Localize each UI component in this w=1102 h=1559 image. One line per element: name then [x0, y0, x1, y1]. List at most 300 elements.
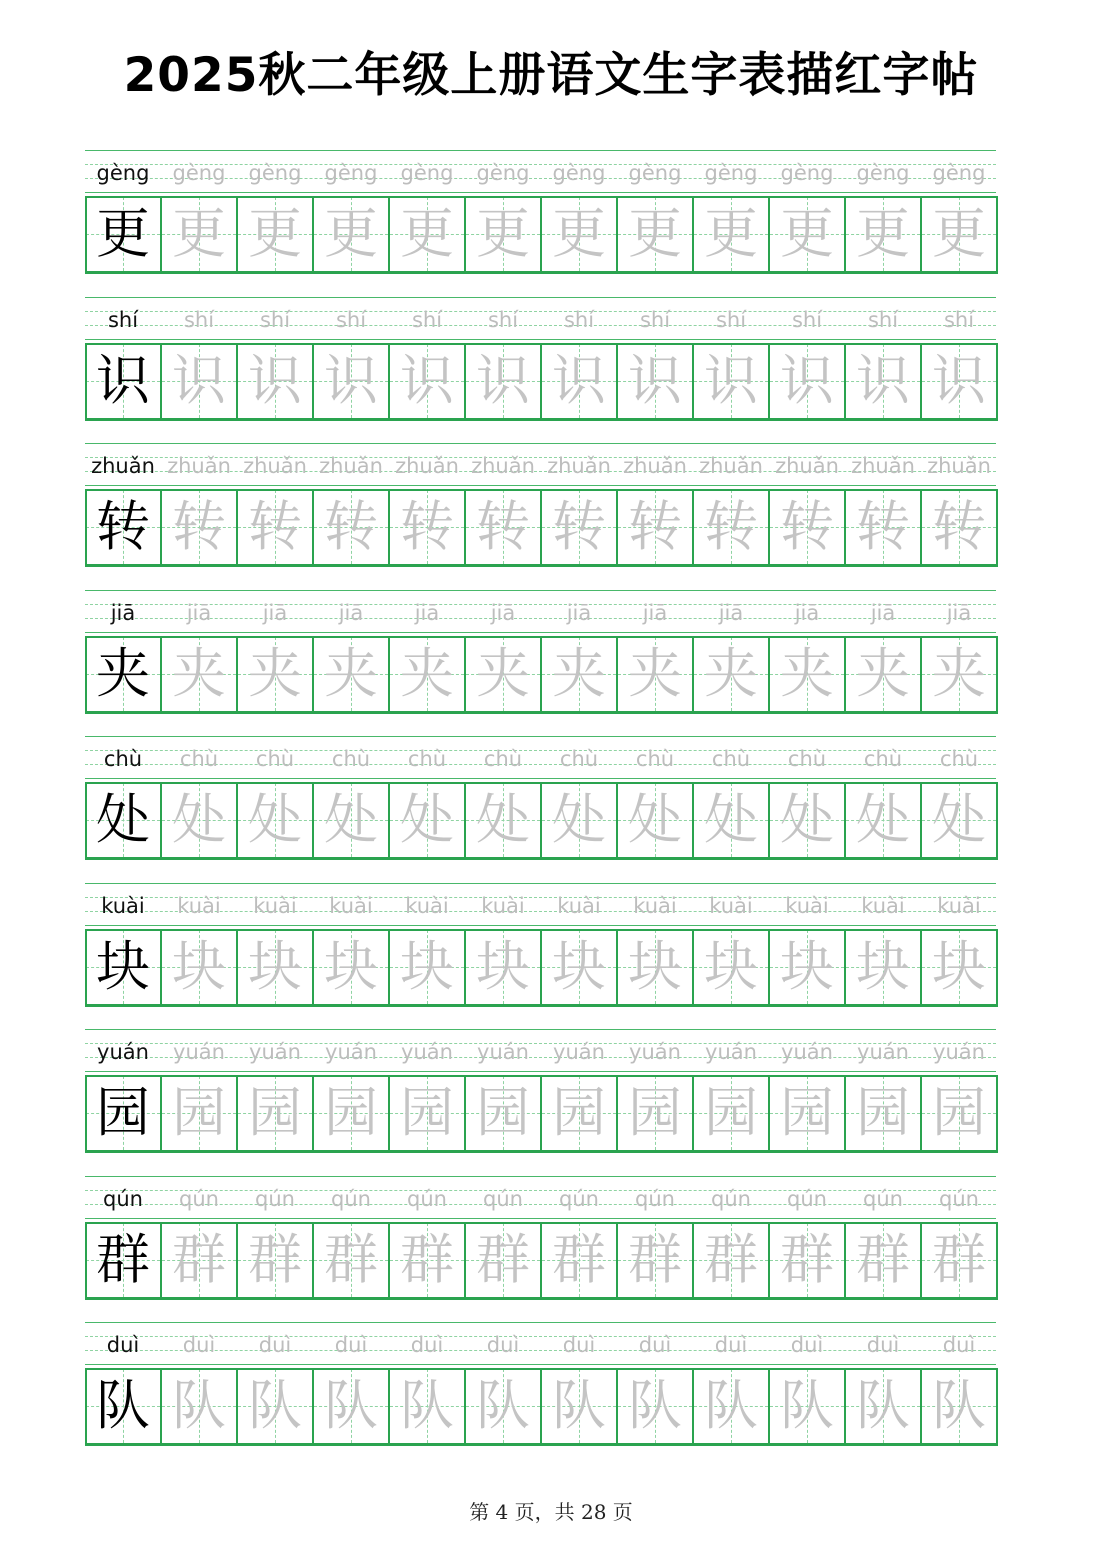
trace-char-cell — [693, 636, 769, 712]
pinyin-trace: duì — [638, 1333, 672, 1357]
trace-char: 处 — [932, 788, 986, 851]
pinyin-trace: qún — [331, 1186, 371, 1211]
trace-char-cell — [693, 1368, 769, 1444]
pinyin-trace: duì — [562, 1333, 596, 1357]
trace-char-cell — [465, 1368, 541, 1444]
trace-char-cell — [693, 489, 769, 565]
practice-row — [85, 1176, 996, 1304]
trace-char-cell — [161, 782, 237, 858]
trace-char-cell — [769, 1075, 845, 1151]
model-char-cell — [85, 489, 161, 565]
trace-char-cell — [465, 1222, 541, 1298]
trace-char-cell — [389, 1222, 465, 1298]
pinyin-trace: qún — [179, 1186, 219, 1211]
pinyin-model: kuài — [101, 893, 145, 918]
trace-char-cell — [161, 196, 237, 272]
pinyin-trace: qún — [635, 1186, 675, 1211]
trace-char: 群 — [248, 1227, 302, 1291]
pinyin-trace: gèng — [704, 161, 758, 185]
trace-char: 园 — [628, 1081, 682, 1144]
trace-char-cell — [845, 1368, 921, 1444]
pinyin-guide-line — [85, 150, 996, 151]
trace-char-cell — [769, 1368, 845, 1444]
trace-char: 队 — [324, 1374, 378, 1437]
pinyin-trace: yuán — [857, 1040, 909, 1064]
trace-char-cell — [161, 636, 237, 712]
trace-char-cell — [465, 1075, 541, 1151]
trace-char-cell — [693, 1222, 769, 1298]
trace-char: 块 — [248, 934, 302, 998]
pinyin-trace: zhuǎn — [167, 454, 231, 478]
trace-char: 更 — [628, 202, 682, 265]
trace-char-cell — [921, 1075, 997, 1151]
pinyin-guide-line — [85, 883, 996, 884]
pinyin-trace: zhuǎn — [319, 454, 383, 478]
trace-char-cell — [769, 489, 845, 565]
trace-char: 夹 — [552, 641, 606, 705]
trace-char-cell — [541, 782, 617, 858]
trace-char: 群 — [780, 1227, 834, 1291]
trace-char-cell — [541, 343, 617, 419]
pinyin-guide-line — [85, 925, 996, 926]
trace-char-cell — [313, 489, 389, 565]
trace-char: 夹 — [628, 641, 682, 705]
trace-char: 夹 — [704, 641, 758, 705]
trace-char: 块 — [628, 934, 682, 998]
trace-char-cell — [313, 929, 389, 1005]
trace-char: 转 — [856, 495, 910, 558]
model-char-cell — [85, 196, 161, 272]
trace-char: 群 — [172, 1227, 226, 1291]
trace-char: 转 — [172, 495, 226, 558]
pinyin-trace: jiā — [338, 600, 364, 625]
trace-char: 队 — [476, 1374, 530, 1437]
pinyin-trace: shí — [867, 307, 899, 332]
trace-char-cell — [465, 343, 541, 419]
pinyin-trace: yuán — [629, 1040, 681, 1064]
pinyin-trace: kuài — [557, 893, 601, 918]
trace-char-cell — [617, 489, 693, 565]
model-char-cell — [85, 636, 161, 712]
trace-char-cell — [769, 782, 845, 858]
pinyin-model: qún — [103, 1186, 143, 1211]
trace-char-cell — [237, 489, 313, 565]
trace-char: 队 — [856, 1374, 910, 1437]
model-char: 更 — [96, 202, 150, 265]
trace-char: 队 — [932, 1374, 986, 1437]
trace-char: 块 — [400, 934, 454, 998]
trace-char: 园 — [552, 1081, 606, 1144]
pinyin-trace: gèng — [476, 161, 530, 185]
pinyin-guide-line — [85, 1364, 996, 1365]
pinyin-guide-line — [85, 1071, 996, 1072]
pinyin-trace: jiā — [946, 600, 972, 625]
pinyin-band — [85, 1176, 996, 1218]
trace-char: 处 — [248, 788, 302, 851]
trace-char-cell — [541, 929, 617, 1005]
pinyin-trace: gèng — [324, 161, 378, 185]
trace-char-cell — [161, 1368, 237, 1444]
trace-char: 更 — [476, 202, 530, 265]
model-char-cell — [85, 1368, 161, 1444]
trace-char: 块 — [476, 934, 530, 998]
pinyin-trace: duì — [182, 1333, 216, 1357]
trace-char-cell — [617, 343, 693, 419]
trace-char: 园 — [780, 1081, 834, 1144]
trace-char-cell — [769, 196, 845, 272]
trace-char-cell — [237, 1222, 313, 1298]
pinyin-trace: gèng — [400, 161, 454, 185]
practice-row — [85, 590, 996, 718]
trace-char-cell — [845, 782, 921, 858]
trace-char: 园 — [400, 1081, 454, 1144]
trace-char: 识 — [932, 348, 986, 412]
pinyin-trace: gèng — [552, 161, 606, 185]
pinyin-guide-line — [85, 632, 996, 633]
pinyin-trace: gèng — [856, 161, 910, 185]
trace-char-cell — [541, 1222, 617, 1298]
pinyin-model: shí — [107, 307, 139, 332]
pinyin-trace: yuán — [173, 1040, 225, 1064]
model-char: 队 — [96, 1374, 150, 1437]
trace-char-cell — [313, 636, 389, 712]
trace-char: 夹 — [400, 641, 454, 705]
pinyin-trace: kuài — [861, 893, 905, 918]
trace-char: 队 — [248, 1374, 302, 1437]
trace-char-cell — [617, 636, 693, 712]
model-char-cell — [85, 782, 161, 858]
pinyin-trace: qún — [407, 1186, 447, 1211]
trace-char: 群 — [856, 1227, 910, 1291]
trace-char: 更 — [324, 202, 378, 265]
trace-char: 识 — [856, 348, 910, 412]
trace-char: 更 — [552, 202, 606, 265]
trace-char: 识 — [476, 348, 530, 412]
pinyin-trace: zhuǎn — [851, 454, 915, 478]
pinyin-trace: gèng — [248, 161, 302, 185]
trace-char: 更 — [780, 202, 834, 265]
pinyin-trace: kuài — [785, 893, 829, 918]
pinyin-band — [85, 883, 996, 925]
trace-char-cell — [541, 1075, 617, 1151]
pinyin-trace: duì — [486, 1333, 520, 1357]
pinyin-trace: duì — [334, 1333, 368, 1357]
trace-char-cell — [845, 196, 921, 272]
trace-char-cell — [389, 196, 465, 272]
pinyin-trace: shí — [791, 307, 823, 332]
pinyin-trace: gèng — [172, 161, 226, 185]
trace-char-cell — [465, 196, 541, 272]
trace-char-cell — [921, 782, 997, 858]
trace-char-cell — [921, 489, 997, 565]
trace-char-cell — [845, 343, 921, 419]
trace-char: 园 — [856, 1081, 910, 1144]
trace-char: 识 — [172, 348, 226, 412]
trace-char: 处 — [780, 788, 834, 851]
tianzige-grid — [85, 636, 996, 712]
pinyin-trace: duì — [258, 1333, 292, 1357]
pinyin-trace: chù — [635, 747, 675, 771]
trace-char: 块 — [704, 934, 758, 998]
pinyin-band — [85, 1322, 996, 1364]
pinyin-trace: kuài — [329, 893, 373, 918]
trace-char: 处 — [552, 788, 606, 851]
pinyin-trace: chù — [179, 747, 219, 771]
pinyin-guide-line — [85, 778, 996, 779]
trace-char-cell — [161, 343, 237, 419]
trace-char-cell — [389, 489, 465, 565]
trace-char: 群 — [628, 1227, 682, 1291]
trace-char: 园 — [704, 1081, 758, 1144]
model-char-cell — [85, 343, 161, 419]
pinyin-trace: chù — [483, 747, 523, 771]
pinyin-trace: yuán — [477, 1040, 529, 1064]
model-char-cell — [85, 1222, 161, 1298]
pinyin-trace: shí — [943, 307, 975, 332]
pinyin-trace: chù — [407, 747, 447, 771]
trace-char-cell — [617, 1222, 693, 1298]
pinyin-model: duì — [106, 1333, 140, 1357]
pinyin-trace: shí — [411, 307, 443, 332]
trace-char-cell — [769, 343, 845, 419]
trace-char: 群 — [400, 1227, 454, 1291]
tianzige-grid — [85, 1075, 996, 1151]
trace-char-cell — [541, 636, 617, 712]
pinyin-trace: duì — [866, 1333, 900, 1357]
trace-char: 转 — [324, 495, 378, 558]
pinyin-trace: chù — [559, 747, 599, 771]
trace-char: 更 — [856, 202, 910, 265]
tianzige-grid — [85, 196, 996, 272]
trace-char-cell — [313, 1222, 389, 1298]
trace-char: 转 — [704, 495, 758, 558]
pinyin-trace: yuán — [553, 1040, 605, 1064]
pinyin-trace: yuán — [401, 1040, 453, 1064]
practice-row — [85, 297, 996, 425]
trace-char-cell — [541, 196, 617, 272]
tianzige-grid — [85, 489, 996, 565]
pinyin-model: jiā — [110, 600, 136, 625]
trace-char: 夹 — [172, 641, 226, 705]
trace-char: 处 — [704, 788, 758, 851]
pinyin-trace: shí — [259, 307, 291, 332]
trace-char: 队 — [552, 1374, 606, 1437]
pinyin-trace: yuán — [933, 1040, 985, 1064]
trace-char: 群 — [704, 1227, 758, 1291]
pinyin-trace: zhuǎn — [699, 454, 763, 478]
trace-char: 夹 — [476, 641, 530, 705]
trace-char: 更 — [932, 202, 986, 265]
trace-char-cell — [617, 1075, 693, 1151]
model-char-cell — [85, 929, 161, 1005]
trace-char: 转 — [552, 495, 606, 558]
pinyin-trace: shí — [335, 307, 367, 332]
pinyin-trace: kuài — [177, 893, 221, 918]
pinyin-trace: chù — [331, 747, 371, 771]
trace-char-cell — [237, 1368, 313, 1444]
pinyin-trace: zhuǎn — [927, 454, 991, 478]
pinyin-guide-line — [85, 297, 996, 298]
trace-char-cell — [921, 636, 997, 712]
trace-char-cell — [693, 1075, 769, 1151]
trace-char: 夹 — [248, 641, 302, 705]
trace-char-cell — [845, 1075, 921, 1151]
trace-char-cell — [693, 782, 769, 858]
trace-char: 园 — [172, 1081, 226, 1144]
trace-char: 识 — [628, 348, 682, 412]
pinyin-trace: yuán — [705, 1040, 757, 1064]
pinyin-trace: jiā — [642, 600, 668, 625]
trace-char: 转 — [400, 495, 454, 558]
pinyin-trace: zhuǎn — [547, 454, 611, 478]
trace-char-cell — [313, 1075, 389, 1151]
pinyin-guide-line — [85, 590, 996, 591]
pinyin-trace: jiā — [566, 600, 592, 625]
pinyin-trace: jiā — [414, 600, 440, 625]
trace-char-cell — [617, 929, 693, 1005]
pinyin-trace: qún — [939, 1186, 979, 1211]
trace-char-cell — [161, 489, 237, 565]
trace-char-cell — [389, 1075, 465, 1151]
trace-char-cell — [389, 929, 465, 1005]
pinyin-trace: qún — [711, 1186, 751, 1211]
pinyin-guide-line — [85, 339, 996, 340]
trace-char-cell — [389, 343, 465, 419]
pinyin-trace: zhuǎn — [395, 454, 459, 478]
tianzige-grid — [85, 929, 996, 1005]
trace-char: 转 — [932, 495, 986, 558]
pinyin-trace: duì — [942, 1333, 976, 1357]
trace-char: 夹 — [932, 641, 986, 705]
trace-char: 更 — [172, 202, 226, 265]
trace-char-cell — [237, 782, 313, 858]
trace-char-cell — [465, 636, 541, 712]
trace-char-cell — [465, 782, 541, 858]
trace-char: 识 — [780, 348, 834, 412]
pinyin-trace: jiā — [794, 600, 820, 625]
trace-char: 块 — [780, 934, 834, 998]
trace-char: 更 — [248, 202, 302, 265]
trace-char-cell — [693, 196, 769, 272]
trace-char: 园 — [476, 1081, 530, 1144]
pinyin-trace: jiā — [490, 600, 516, 625]
pinyin-guide-line — [85, 192, 996, 193]
model-char-cell — [85, 1075, 161, 1151]
trace-char: 转 — [628, 495, 682, 558]
trace-char: 块 — [932, 934, 986, 998]
trace-char: 队 — [628, 1374, 682, 1437]
trace-char-cell — [313, 1368, 389, 1444]
trace-char-cell — [617, 782, 693, 858]
pinyin-trace: chù — [255, 747, 295, 771]
pinyin-trace: duì — [714, 1333, 748, 1357]
pinyin-trace: kuài — [405, 893, 449, 918]
pinyin-trace: shí — [639, 307, 671, 332]
trace-char: 处 — [172, 788, 226, 851]
trace-char-cell — [617, 196, 693, 272]
trace-char: 队 — [780, 1374, 834, 1437]
pinyin-guide-line — [85, 485, 996, 486]
trace-char-cell — [921, 196, 997, 272]
trace-char-cell — [769, 636, 845, 712]
trace-char: 更 — [400, 202, 454, 265]
trace-char: 更 — [704, 202, 758, 265]
pinyin-trace: zhuǎn — [623, 454, 687, 478]
trace-char-cell — [541, 489, 617, 565]
trace-char: 园 — [248, 1081, 302, 1144]
tianzige-grid — [85, 343, 996, 419]
model-char: 识 — [96, 348, 150, 412]
trace-char: 队 — [400, 1374, 454, 1437]
trace-char-cell — [161, 1075, 237, 1151]
pinyin-trace: shí — [715, 307, 747, 332]
trace-char-cell — [161, 1222, 237, 1298]
trace-char: 处 — [856, 788, 910, 851]
trace-char: 转 — [476, 495, 530, 558]
pinyin-band — [85, 590, 996, 632]
pinyin-band — [85, 1029, 996, 1071]
trace-char: 群 — [552, 1227, 606, 1291]
trace-char: 群 — [476, 1227, 530, 1291]
pinyin-trace: chù — [711, 747, 751, 771]
practice-row — [85, 1322, 996, 1450]
page-title: 2025秋二年级上册语文生字表描红字帖 — [123, 48, 979, 103]
pinyin-band — [85, 443, 996, 485]
trace-char: 队 — [704, 1374, 758, 1437]
trace-char-cell — [769, 929, 845, 1005]
pinyin-trace: chù — [863, 747, 903, 771]
trace-char: 块 — [324, 934, 378, 998]
trace-char-cell — [541, 1368, 617, 1444]
model-char: 块 — [96, 934, 150, 998]
pinyin-trace: duì — [410, 1333, 444, 1357]
pinyin-model: zhuǎn — [91, 454, 155, 478]
trace-char: 块 — [552, 934, 606, 998]
pinyin-guide-line — [85, 1176, 996, 1177]
trace-char: 转 — [780, 495, 834, 558]
trace-char: 识 — [324, 348, 378, 412]
pinyin-trace: gèng — [932, 161, 986, 185]
trace-char: 夹 — [780, 641, 834, 705]
trace-char-cell — [921, 929, 997, 1005]
trace-char: 转 — [248, 495, 302, 558]
trace-char-cell — [237, 196, 313, 272]
pinyin-trace: qún — [863, 1186, 903, 1211]
pinyin-trace: zhuǎn — [243, 454, 307, 478]
trace-char-cell — [313, 343, 389, 419]
pinyin-trace: jiā — [262, 600, 288, 625]
trace-char-cell — [693, 343, 769, 419]
trace-char: 块 — [856, 934, 910, 998]
trace-char: 识 — [552, 348, 606, 412]
trace-char-cell — [845, 1222, 921, 1298]
trace-char-cell — [161, 929, 237, 1005]
trace-char: 处 — [628, 788, 682, 851]
pinyin-trace: kuài — [709, 893, 753, 918]
pinyin-trace: gèng — [780, 161, 834, 185]
pinyin-guide-line — [85, 1322, 996, 1323]
trace-char: 园 — [324, 1081, 378, 1144]
pinyin-trace: shí — [487, 307, 519, 332]
practice-row — [85, 150, 996, 278]
pinyin-trace: jiā — [718, 600, 744, 625]
trace-char-cell — [693, 929, 769, 1005]
pinyin-model: gèng — [96, 161, 150, 185]
trace-char: 夹 — [324, 641, 378, 705]
trace-char-cell — [389, 1368, 465, 1444]
model-char: 园 — [96, 1081, 150, 1144]
pinyin-trace: zhuǎn — [471, 454, 535, 478]
